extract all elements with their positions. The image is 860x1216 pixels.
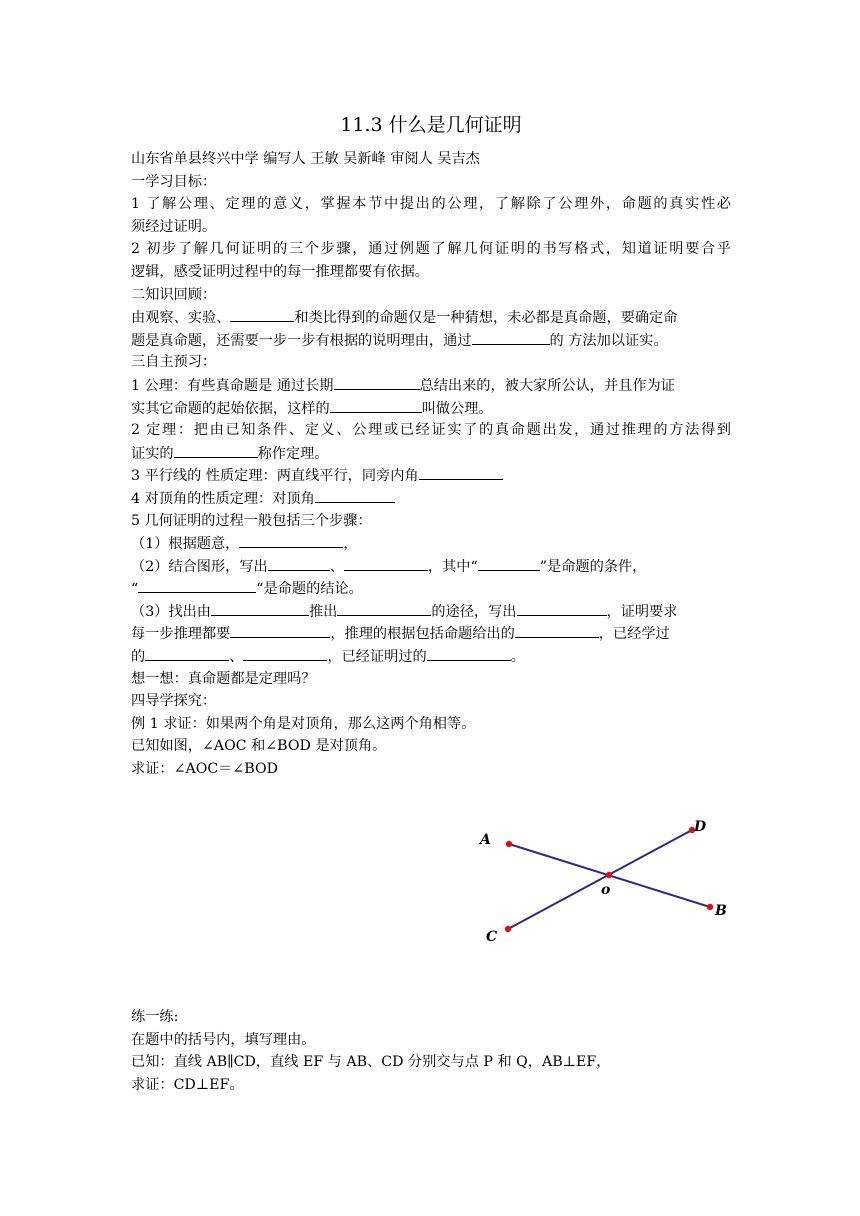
parallel-text: 3 平行线的 性质定理：两直线平行，同旁内角	[131, 468, 419, 485]
fill-blank[interactable]	[230, 306, 294, 322]
step-text: （3）找出由	[131, 603, 211, 620]
point-a	[506, 841, 512, 847]
step-text: “	[131, 581, 139, 598]
step-text: ，	[343, 536, 358, 553]
step-text: 每一步推理都要	[131, 626, 231, 643]
think-question: 想一想：真命题都是定理吗？	[131, 670, 316, 687]
fill-blank[interactable]	[239, 532, 343, 548]
example-1-prove: 求证：∠AOC＝∠BOD	[131, 761, 278, 778]
fill-blank[interactable]	[211, 600, 309, 616]
objective-1-line-b: 须经过证明。	[131, 218, 217, 235]
fill-blank[interactable]	[334, 374, 420, 390]
label-a: A	[480, 832, 491, 848]
step-text: ，证明要求	[606, 603, 678, 620]
step-3-line-c	[131, 645, 731, 668]
figure-svg	[470, 812, 760, 947]
step-text: 的	[131, 649, 146, 666]
parallel-theorem-line	[131, 464, 731, 487]
step-1-line	[131, 532, 731, 555]
section-heading-review: 二知识回顾：	[131, 286, 217, 303]
section-heading-explore: 四导学探究：	[131, 693, 217, 710]
review-text: 由观察、实验、	[131, 310, 231, 327]
theorem-text: 证实的	[131, 445, 174, 462]
step-text: 、	[329, 558, 344, 575]
step-2-line-a	[131, 555, 731, 578]
practice-heading: 练一练:	[131, 1009, 179, 1025]
step-text: ，其中“	[427, 558, 478, 575]
worksheet	[131, 112, 731, 781]
label-o: o	[601, 882, 611, 898]
axiom-text: 总结出来的，被大家所公认，并且作为证	[419, 377, 675, 394]
review-text: 的 方法加以证实。	[549, 332, 668, 349]
axiom-text: 叫做公理。	[421, 400, 493, 417]
step-text: ，已经证明过的	[327, 649, 427, 666]
author-line: 山东省单县终兴中学 编写人 王敏 吴新峰 审阅人 吴吉杰	[131, 151, 480, 167]
step-text: （1）根据题意，	[131, 536, 240, 553]
objective-2-line-a: 2 初步了解几何证明的三个步骤，通过例题了解几何证明的书写格式，知道证明要合乎	[131, 241, 731, 258]
objective-1-line-a: 1 了解公理、定理的意义，掌握本节中提出的公理，了解除了公理外，命题的真实性必	[131, 196, 731, 213]
fill-blank[interactable]	[419, 464, 503, 480]
practice-prove: 求证：CD⊥EF。	[131, 1076, 244, 1093]
point-b	[707, 904, 713, 910]
fill-blank[interactable]	[337, 600, 431, 616]
theorem-line-b	[131, 442, 731, 465]
fill-blank[interactable]	[427, 645, 511, 661]
example-1-given: 已知如图，∠AOC 和∠BOD 是对顶角。	[131, 738, 387, 755]
vertical-angle-line	[131, 487, 731, 510]
fill-blank[interactable]	[268, 555, 330, 571]
step-3-line-b	[131, 622, 731, 645]
vertical-angles-figure	[470, 812, 760, 947]
proof-steps-intro: 5 几何证明的过程一般包括三个步骤：	[131, 512, 372, 529]
fill-blank[interactable]	[330, 397, 422, 413]
review-line-a	[131, 306, 731, 329]
fill-blank[interactable]	[315, 487, 395, 503]
axiom-text: 实其它命题的起始依据，这样的	[131, 400, 330, 417]
step-text: ，推理的根据包括命题给出的	[330, 626, 515, 643]
step-text: （2）结合图形，写出	[131, 558, 268, 575]
vertical-angle-text: 4 对顶角的性质定理：对顶角	[131, 490, 315, 507]
step-3-line-a	[131, 600, 731, 623]
step-text: 的途径，写出	[431, 603, 517, 620]
fill-blank[interactable]	[344, 555, 428, 571]
line-cd	[508, 830, 692, 929]
theorem-line-a: 2 定理：把由已知条件、定义、公理或已经证实了的真命题出发，通过推理的方法得到	[131, 422, 731, 439]
point-c	[505, 926, 511, 932]
label-d: D	[694, 819, 707, 835]
step-text: “是命题的结论。	[256, 581, 363, 598]
practice-instruction: 在题中的括号内，填写理由。	[131, 1031, 316, 1048]
axiom-line-b	[131, 397, 731, 420]
objective-2-line-b: 逻辑，感受证明过程中的每一推理都要有依据。	[131, 263, 429, 280]
review-line-b	[131, 329, 731, 352]
fill-blank[interactable]	[138, 577, 256, 593]
fill-blank[interactable]	[515, 622, 599, 638]
review-text: 和类比得到的命题仅是一种猜想，未必都是真命题，要确定命	[294, 310, 678, 327]
step-2-line-b	[131, 577, 731, 600]
practice-given: 已知：直线 AB∥CD，直线 EF 与 AB、CD 分别交与点 P 和 Q，AB⊥EF，	[131, 1054, 611, 1071]
step-text: 推出	[308, 603, 338, 620]
fill-blank[interactable]	[145, 645, 229, 661]
step-text: 。	[510, 649, 525, 666]
point-o	[606, 872, 612, 878]
label-b: B	[715, 903, 727, 919]
step-text: ”是命题的条件，	[539, 558, 647, 575]
fill-blank[interactable]	[230, 622, 330, 638]
axiom-line-a	[131, 374, 731, 397]
page-title: 11.3 什么是几何证明	[340, 114, 522, 136]
fill-blank[interactable]	[472, 329, 550, 345]
review-text: 题是真命题，还需要一步一步有根据的说明理由，通过	[131, 332, 472, 349]
fill-blank[interactable]	[517, 600, 607, 616]
label-c: C	[486, 929, 498, 945]
step-text: 、	[229, 649, 244, 666]
fill-blank[interactable]	[174, 442, 258, 458]
example-1-statement: 例 1 求证：如果两个角是对顶角，那么这两个角相等。	[131, 715, 476, 732]
fill-blank[interactable]	[478, 555, 540, 571]
section-heading-preview: 三自主预习：	[131, 354, 217, 371]
theorem-text: 称作定理。	[257, 445, 329, 462]
step-text: ，已经学过	[598, 626, 670, 643]
axiom-text: 1 公理：有些真命题是 通过长期	[131, 377, 334, 394]
fill-blank[interactable]	[243, 645, 327, 661]
section-heading-objectives: 一学习目标：	[131, 173, 217, 190]
practice-section	[131, 1006, 731, 1096]
